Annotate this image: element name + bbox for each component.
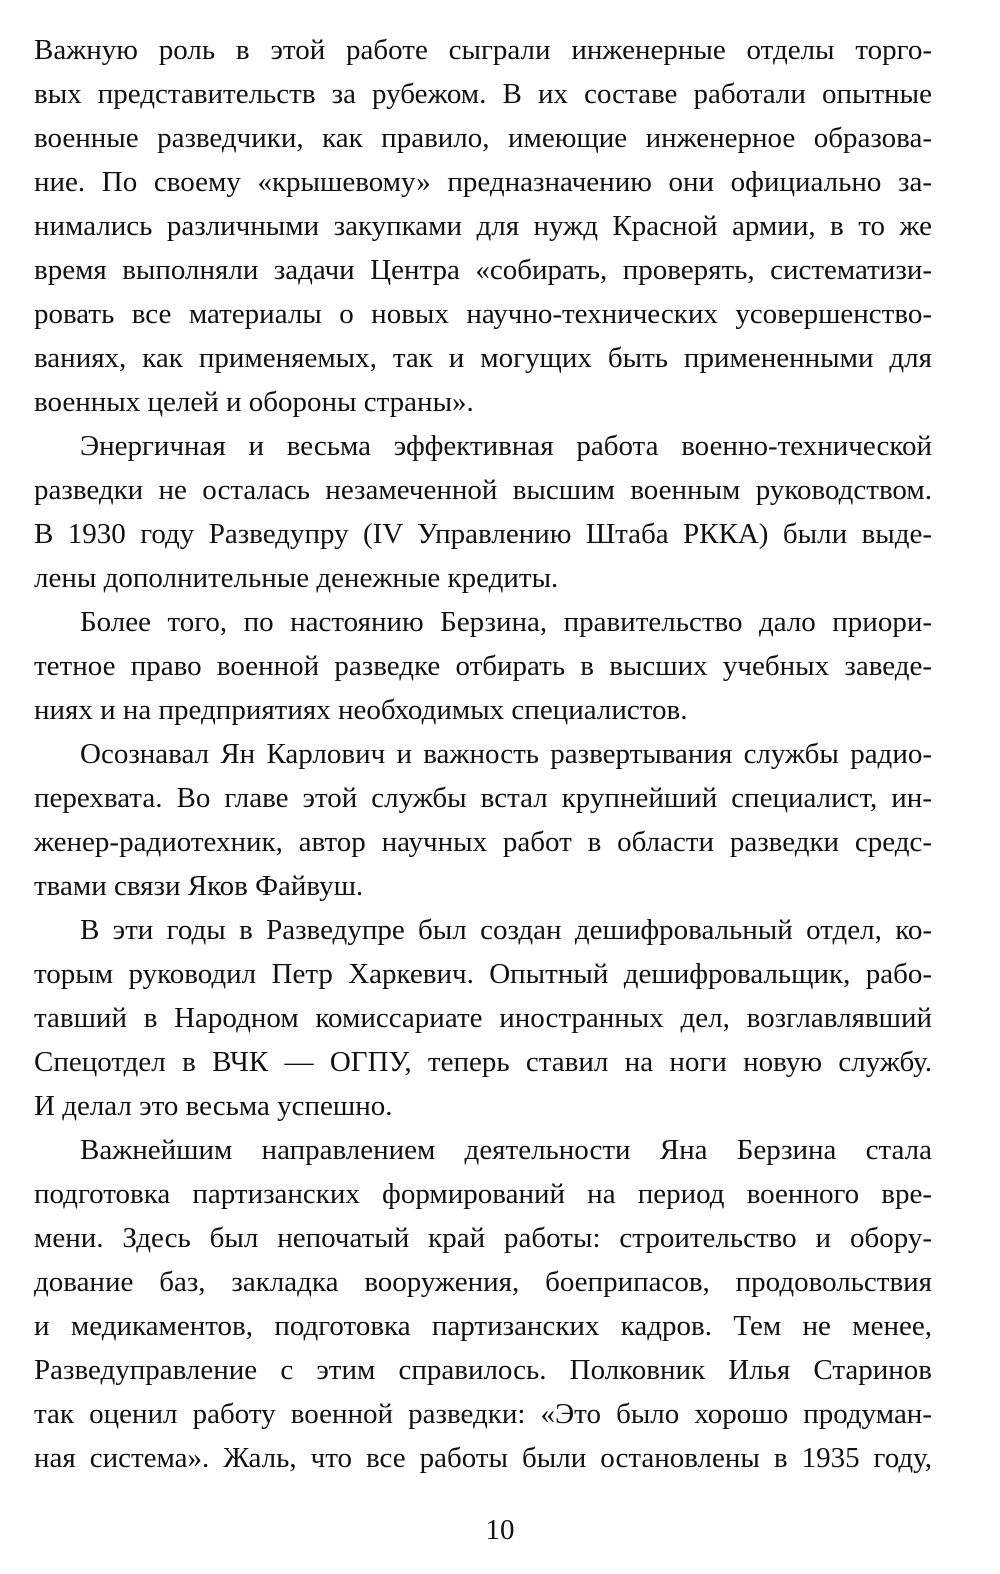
text-line: Важную роль в этой работе сыграли инженерные отделы торго- [34, 34, 932, 66]
text-line: женер-радиотехник, автор научных работ в области разведки средс- [34, 826, 932, 858]
text-line: Разведуправление с этим справилось. Полковник Илья Старинов [34, 1354, 932, 1386]
text-line: военных целей и обороны страны». [34, 386, 474, 418]
text-line: ровать все материалы о новых научно-технических усовершенство- [34, 298, 932, 330]
text-line: нимались различными закупками для нужд Красной армии, в то же [34, 210, 932, 242]
body-text [34, 28, 932, 1480]
text-line: разведки не осталась незамеченной высшим военным руководством. [34, 474, 932, 506]
page-number: 10 [485, 1514, 515, 1546]
text-line: вых представительств за рубежом. В их составе работали опытные [34, 78, 932, 110]
paragraph-2 [34, 424, 932, 600]
text-line: лены дополнительные денежные кредиты. [34, 562, 559, 594]
paragraph-4 [34, 732, 932, 908]
text-line: тетное право военной разведке отбирать в высших учебных заведе- [34, 650, 932, 682]
text-line: твами связи Яков Файвуш. [34, 870, 364, 902]
paragraph-5 [34, 908, 932, 1128]
text-line: ние. По своему «крышевому» предназначению они официально за- [34, 166, 932, 198]
text-line: тавший в Народном комиссариате иностранных дел, возглавлявший [34, 1002, 932, 1034]
text-line: Спецотдел в ВЧК — ОГПУ, теперь ставил на ноги новую службу. [34, 1046, 932, 1078]
text-line: Осознавал Ян Карлович и важность развертывания службы радио- [80, 738, 932, 770]
text-line: В 1930 году Разведупру (IV Управлению Штаба РККА) были выде- [34, 518, 932, 550]
text-line: военные разведчики, как правило, имеющие инженерное образова- [34, 122, 932, 154]
text-line: ваниях, как применяемых, так и могущих быть примененными для [34, 342, 932, 374]
text-line: дование баз, закладка вооружения, боеприпасов, продовольствия [34, 1266, 932, 1298]
text-line: Более того, по настоянию Берзина, правительство дало приори- [80, 606, 932, 638]
paragraph-1 [34, 28, 932, 424]
text-line: Важнейшим направлением деятельности Яна Берзина стала [80, 1134, 932, 1166]
paragraph-6 [34, 1128, 932, 1480]
text-line: торым руководил Петр Харкевич. Опытный дешифровальщик, рабо- [34, 958, 932, 990]
text-line: И делал это весьма успешно. [34, 1090, 393, 1122]
text-line: так оценил работу военной разведки: «Это было хорошо продуман- [34, 1398, 932, 1430]
text-line: ниях и на предприятиях необходимых специалистов. [34, 694, 688, 726]
paragraph-3 [34, 600, 932, 732]
text-line: и медикаментов, подготовка партизанских кадров. Тем не менее, [34, 1310, 932, 1342]
text-line: подготовка партизанских формирований на период военного вре- [34, 1178, 932, 1210]
text-line: мени. Здесь был непочатый край работы: строительство и обору- [34, 1222, 932, 1254]
text-line: Энергичная и весьма эффективная работа военно-технической [80, 430, 932, 462]
text-line: ная система». Жаль, что все работы были остановлены в 1935 году, [34, 1442, 932, 1474]
text-line: В эти годы в Разведупре был создан дешифровальный отдел, ко- [80, 914, 932, 946]
text-line: время выполняли задачи Центра «собирать, проверять, систематизи- [34, 254, 932, 286]
text-line: перехвата. Во главе этой службы встал крупнейший специалист, ин- [34, 782, 932, 814]
